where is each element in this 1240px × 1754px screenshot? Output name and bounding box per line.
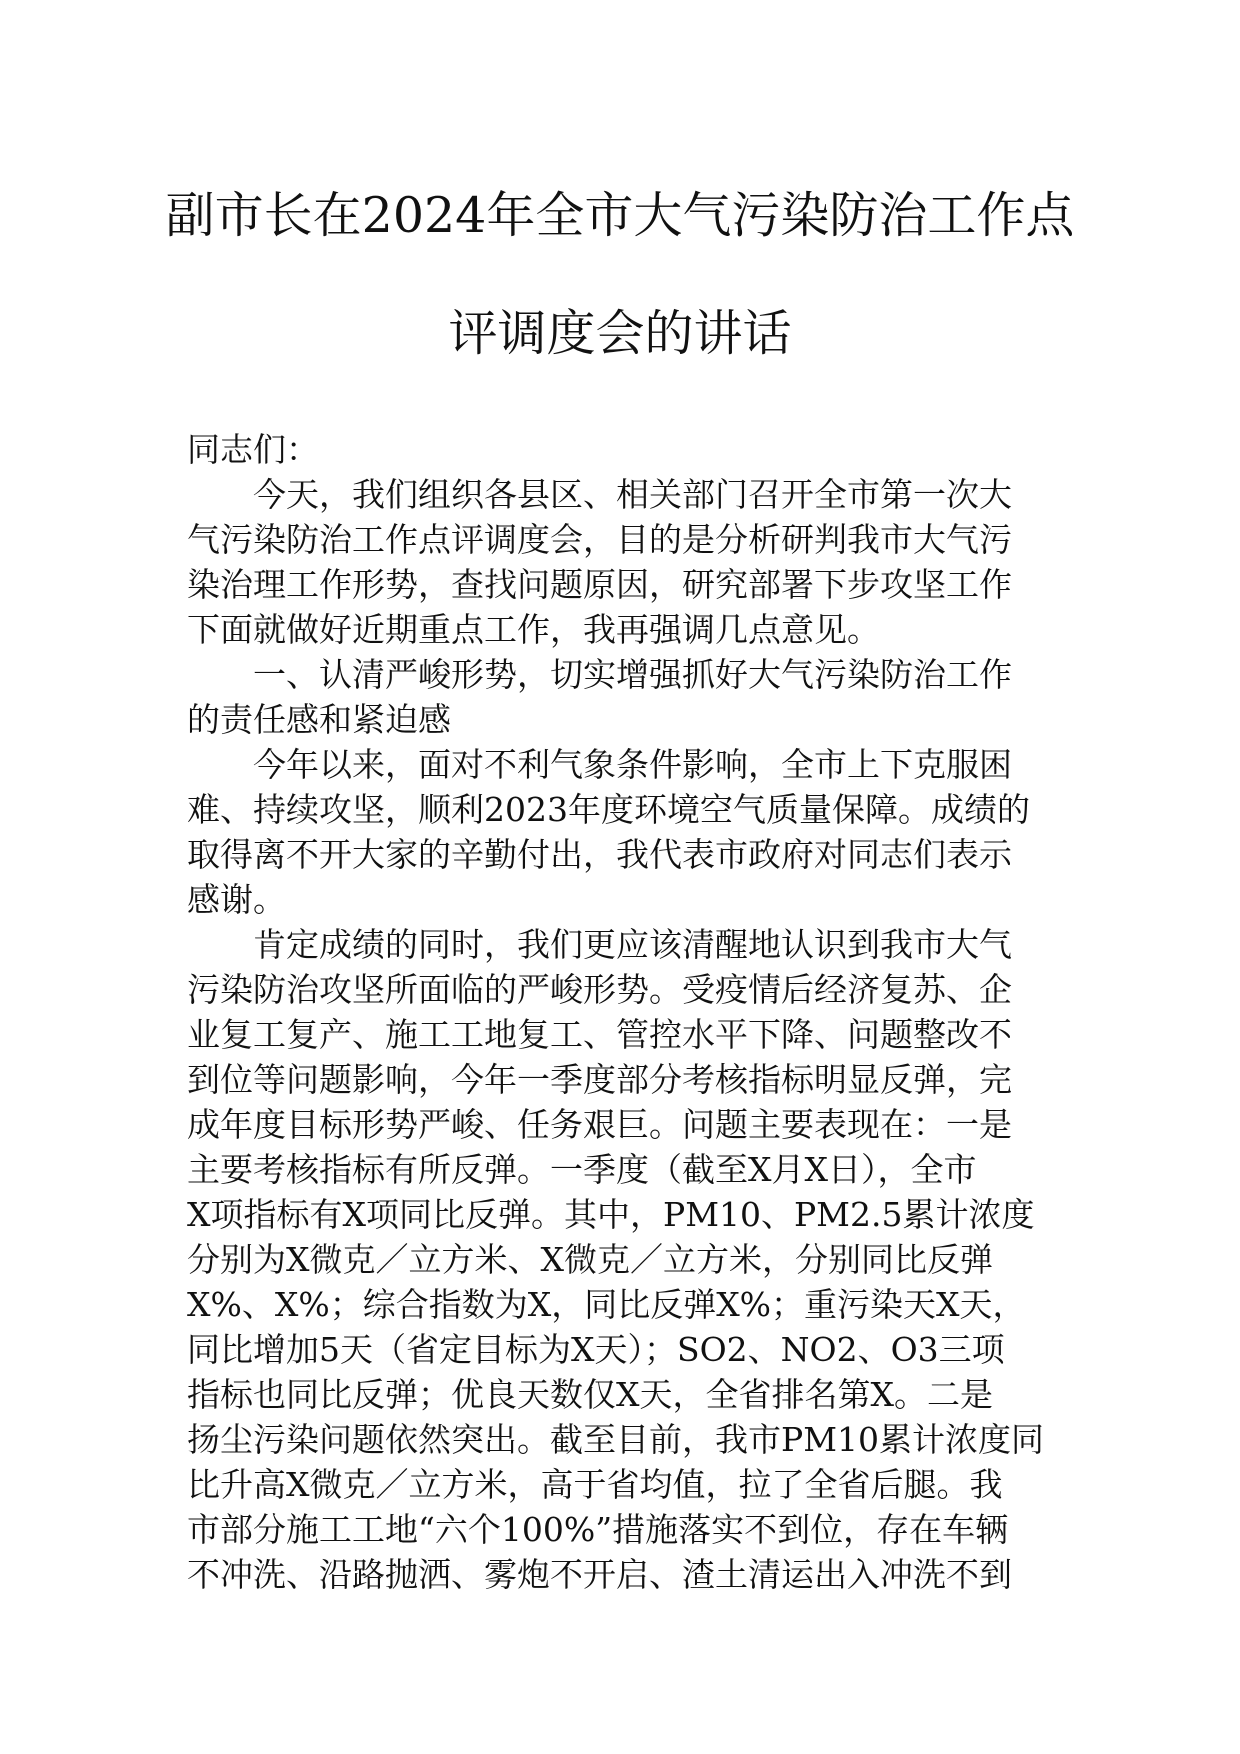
body-text-line: 成年度目标形势严峻、任务艰巨。问题主要表现在：一是: [187, 1105, 1012, 1144]
document-title-line-2: 评调度会的讲话: [448, 305, 792, 362]
body-text-line: 扬尘污染问题依然突出。截至目前，我市PM10累计浓度同: [187, 1420, 1044, 1459]
body-text-line: 业复工复产、施工工地复工、管控水平下降、问题整改不: [187, 1015, 1012, 1054]
body-text-line: 主要考核指标有所反弹。一季度（截至X月X日），全市: [187, 1150, 977, 1189]
body-text-line: 指标也同比反弹；优良天数仅X天，全省排名第X。二是: [187, 1375, 993, 1414]
body-text-line: X项指标有X项同比反弹。其中，PM10、PM2.5累计浓度: [187, 1195, 1035, 1234]
body-text-line: 取得离不开大家的辛勤付出，我代表市政府对同志们表示: [187, 835, 1012, 874]
body-text-line: 一、认清严峻形势，切实增强抓好大气污染防治工作: [253, 655, 1012, 694]
body-text-line: 同志们：: [187, 430, 319, 469]
body-text-line: 市部分施工工地“六个100%”措施落实不到位，存在车辆: [187, 1510, 1009, 1549]
body-text-line: 今天，我们组织各县区、相关部门召开全市第一次大: [253, 475, 1012, 514]
body-text-line: 气污染防治工作点评调度会，目的是分析研判我市大气污: [187, 520, 1012, 559]
body-text-line: 今年以来，面对不利气象条件影响，全市上下克服困: [253, 745, 1012, 784]
body-text-line: X%、X%；综合指数为X，同比反弹X%；重污染天X天，: [187, 1285, 1026, 1324]
body-text-line: 下面就做好近期重点工作，我再强调几点意见。: [187, 610, 880, 649]
body-text-line: 肯定成绩的同时，我们更应该清醒地认识到我市大气: [253, 925, 1012, 964]
body-text-line: 比升高X微克／立方米，高于省均值，拉了全省后腿。我: [187, 1465, 1003, 1504]
body-text-line: 难、持续攻坚，顺利2023年度环境空气质量保障。成绩的: [187, 790, 1030, 829]
document-body: [187, 427, 1117, 1597]
body-text-line: 不冲洗、沿路抛洒、雾炮不开启、渣土清运出入冲洗不到: [187, 1555, 1012, 1594]
body-text-line: 到位等问题影响，今年一季度部分考核指标明显反弹，完: [187, 1060, 1012, 1099]
body-text-line: 污染防治攻坚所面临的严峻形势。受疫情后经济复苏、企: [187, 970, 1012, 1009]
document-title-line-1: 副市长在2024年全市大气污染防治工作点: [165, 187, 1075, 244]
body-text-line: 的责任感和紧迫感: [187, 700, 451, 739]
body-text-line: 染治理工作形势，查找问题原因，研究部署下步攻坚工作: [187, 565, 1012, 604]
body-text-line: 感谢。: [187, 880, 286, 919]
body-text-line: 同比增加5天（省定目标为X天）；SO2、NO2、O3三项: [187, 1330, 1005, 1369]
body-text-line: 分别为X微克／立方米、X微克／立方米，分别同比反弹: [187, 1240, 993, 1279]
